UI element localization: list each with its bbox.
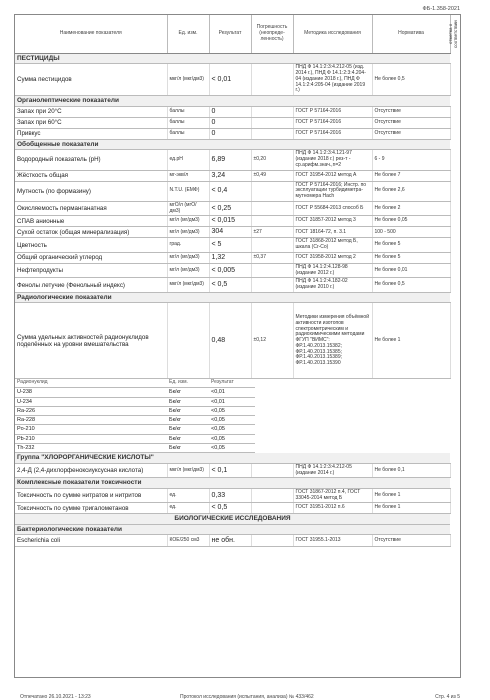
param-result: 0 [209,128,251,139]
radionuclide-nuclide: Ra-228 [15,416,167,425]
param-error [251,503,293,514]
col-error: Погрешность (неопреде-ленность) [251,15,293,54]
param-unit: мкг/л (мкг/дм3) [167,278,209,293]
param-name: Цветность [15,238,167,253]
param-name: Сумма пестицидов [15,64,167,96]
table-row [15,128,450,139]
param-norm: Не более 0,5 [372,278,450,293]
radionuclide-result: <0,01 [209,388,255,397]
param-norm: Не более 0,01 [372,263,450,278]
param-unit: мг/л (мг/дм3) [167,252,209,263]
param-error: ±0,20 [251,150,293,170]
param-norm: Не более 1 [372,503,450,514]
rad-col-result: Результат [209,379,255,387]
radionuclide-table [15,379,255,453]
param-error [251,238,293,253]
section-title: Органолептические показатели [15,96,450,106]
param-error: ±0,37 [251,252,293,263]
param-result: 0,48 [209,303,251,379]
radionuclide-row [15,434,255,443]
radionuclide-row [15,397,255,406]
radionuclide-unit: Бк/кг [167,434,209,443]
section-title: Комплексные показатели токсичности [15,478,450,488]
param-name: Фенолы летучие (Фенольный индекс) [15,278,167,293]
printed-date: Отпечатано 26.10.2021 - 13:23 [20,694,91,700]
table-row [15,535,450,547]
param-name: Жёсткость общая [15,170,167,181]
param-name: Запах при 60°С [15,117,167,128]
param-name: Сумма удельных активностей радионуклидов поделённых на уровни вмешательства [15,303,167,379]
section-title: Радиологические показатели [15,292,450,302]
param-name: Общий органический углерод [15,252,167,263]
param-method: ГОСТ 31867-2012 п.4, ГОСТ 33045-2014 метод Б [293,488,372,503]
col-name: Наименование показателя [15,15,167,54]
radionuclide-nuclide: Po-210 [15,425,167,434]
table-row [15,170,450,181]
table-row [15,263,450,278]
table-row [15,238,450,253]
param-result: < 0,1 [209,463,251,478]
radionuclide-row [15,388,255,397]
param-error: ±0,12 [251,303,293,379]
radionuclide-result: <0,01 [209,397,255,406]
radionuclide-result: <0,05 [209,406,255,415]
param-result: < 0,005 [209,263,251,278]
bacterio-section-title: Бактериологические показатели [15,524,450,534]
param-name: Токсичность по сумме тригалометанов [15,503,167,514]
param-method: ГОСТ 31955.1-2013 [293,535,372,547]
radionuclide-row [15,425,255,434]
radionuclide-unit: Бк/кг [167,406,209,415]
param-name: Мутность (по формазину) [15,181,167,201]
radionuclide-unit: Бк/кг [167,425,209,434]
radionuclide-nuclide: U-238 [15,388,167,397]
radionuclide-unit: Бк/кг [167,444,209,453]
param-result: 0 [209,117,251,128]
radionuclide-nuclide: Ra-226 [15,406,167,415]
param-result: < 5 [209,238,251,253]
param-error [251,463,293,478]
param-method: ГОСТ Р 57164-2016; Инстр. по эксплуатации турбидиметра-мутномера Hach [293,181,372,201]
radionuclide-nuclide: Pb-210 [15,434,167,443]
param-error [251,106,293,117]
param-unit: мг/л (мг/дм3) [167,263,209,278]
radionuclide-result: <0,05 [209,434,255,443]
param-error [251,128,293,139]
param-unit: мгО/л (мгО/дм3) [167,201,209,216]
col-norm: Норматива [372,15,450,54]
radionuclide-row [15,416,255,425]
param-name: 2,4-Д (2,4-дихлорфеноксиуксусная кислота) [15,463,167,478]
param-error [251,117,293,128]
param-norm: Не более 2,6 [372,181,450,201]
param-result: 0,33 [209,488,251,503]
param-name: Окисляемость перманганатная [15,201,167,216]
param-result: < 0,25 [209,201,251,216]
param-name: СПАВ анионные [15,216,167,227]
table-row [15,150,450,170]
param-name: Водородный показатель (pH) [15,150,167,170]
param-unit [167,303,209,379]
results-table [15,15,451,379]
section-title: Группа "ХЛОРОРГАНИЧЕСКИЕ КИСЛОТЫ" [15,453,450,463]
param-norm: Отсутствие [372,535,450,547]
param-norm: Не более 0,05 [372,216,450,227]
param-method: ГОСТ 18164-72, п. 3.1 [293,227,372,238]
param-unit: мкг/л (мкг/дм3) [167,64,209,96]
param-method: ГОСТ Р 57164-2016 [293,128,372,139]
param-method: ГОСТ Р 57164-2016 [293,106,372,117]
param-unit: ед. [167,488,209,503]
param-result: 6,89 [209,150,251,170]
table-row [15,252,450,263]
param-norm: 6 - 9 [372,150,450,170]
table-row [15,463,450,478]
table-row [15,488,450,503]
radionuclide-nuclide: Th-232 [15,444,167,453]
table-row [15,106,450,117]
col-result: Результат [209,15,251,54]
table-row [15,181,450,201]
table-row [15,117,450,128]
param-result: < 0,01 [209,64,251,96]
param-method: ГОСТ 31954-2012 метод А [293,170,372,181]
col-method: Методика исследования [293,15,372,54]
param-error [251,64,293,96]
rad-col-unit: Ед. изм. [167,379,209,387]
col-unit: Ед. изм. [167,15,209,54]
param-result: < 0,015 [209,216,251,227]
param-method: ПНД Ф 14.1:2:4.182-02 (издание 2010 г.) [293,278,372,293]
param-norm: Отсутствие [372,106,450,117]
param-error: ±27 [251,227,293,238]
param-unit: баллы [167,128,209,139]
param-method: ПНД Ф 14.1:2:3:4.212-05 (издание 2014 г.) [293,463,372,478]
param-result: < 0,4 [209,181,251,201]
param-name: Запах при 20°С [15,106,167,117]
results-sheet [14,14,461,678]
param-norm: Не более 2 [372,201,450,216]
table-row [15,278,450,293]
param-name: Нефтепродукты [15,263,167,278]
param-name: Сухой остаток (общая минерализация) [15,227,167,238]
param-norm: Не более 7 [372,170,450,181]
param-method: ГОСТ 31868-2012 метод Б, шкала (Cr-Co) [293,238,372,253]
param-method: ПНД Ф 14.1:2:3:4.121-97 (издание 2018 г.) рез-т - ср.арифм.знач.,n=2 [293,150,372,170]
param-error [251,181,293,201]
param-norm: Отсутствие [372,117,450,128]
param-method: ГОСТ 31857-2012 метод 3 [293,216,372,227]
table-row [15,303,450,379]
table-row [15,64,450,96]
param-error: ±0,49 [251,170,293,181]
table-row [15,216,450,227]
param-error [251,488,293,503]
document-id: ФБ-1.358-2021 [422,6,460,12]
section-title: Обобщенные показатели [15,139,450,149]
param-method: ГОСТ Р 55684-2013 способ Б [293,201,372,216]
param-error [251,216,293,227]
param-result: 0 [209,106,251,117]
radionuclide-unit: Бк/кг [167,388,209,397]
param-result: < 0,5 [209,503,251,514]
param-norm: 100 - 500 [372,227,450,238]
param-method: ГОСТ Р 57164-2016 [293,117,372,128]
param-norm: Не более 1 [372,303,450,379]
param-unit: мг-экв/л [167,170,209,181]
param-method: ПНД Ф 14.1:2:3:4.212-05 (изд. 2014 г.), ПНД Ф 14.1:2:3:4.204-04 (издание 2018 г.), ПНД Ф 14.1:2:4:205-04 (издание 2019 г.) [293,64,372,96]
param-name: Токсичность по сумме нитратов и нитритов [15,488,167,503]
param-error [251,201,293,216]
radionuclide-result: <0,05 [209,416,255,425]
page-number: Стр. 4 из 5 [435,694,460,700]
param-unit: ед. [167,503,209,514]
param-method: Методики измерения объёмной активности изотопов спектрометрическим и радиохимическими методами ФГУП "ВИМС": ФР.1.40.2013.15382; ФР.1.40.2013.15385; ФР.1.40.2013.15389; ФР.1.40.2013.15390 [293,303,372,379]
param-result: 3,24 [209,170,251,181]
table-row [15,201,450,216]
compliance-column-header: отметка о соответствии [448,15,461,53]
radionuclide-unit: Бк/кг [167,416,209,425]
param-norm: Не более 0,5 [372,64,450,96]
param-norm: Не более 1 [372,488,450,503]
param-method: ПНД Ф 14.1:2:4.128-98 (издание 2012 г.) [293,263,372,278]
param-result: 304 [209,227,251,238]
param-unit: баллы [167,106,209,117]
param-unit: мг/л (мг/дм3) [167,216,209,227]
results-table-2 [15,453,451,547]
param-norm: Не более 5 [372,238,450,253]
param-result: 1,32 [209,252,251,263]
section-title: ПЕСТИЦИДЫ [15,54,450,64]
radionuclide-nuclide: U-234 [15,397,167,406]
param-error [251,278,293,293]
param-norm: Не более 0,1 [372,463,450,478]
radionuclide-row [15,406,255,415]
param-unit: КОЕ/250 см3 [167,535,209,547]
protocol-ref: Протокол исследования (испытания, анализа) № 433/462 [180,694,314,700]
table-row [15,503,450,514]
radionuclide-result: <0,05 [209,444,255,453]
param-norm: Не более 5 [372,252,450,263]
param-method: ГОСТ 31958-2012 метод 2 [293,252,372,263]
param-unit: ед.рН [167,150,209,170]
param-result: < 0,5 [209,278,251,293]
param-error [251,263,293,278]
param-name: Escherichia coli [15,535,167,547]
radionuclide-result: <0,05 [209,425,255,434]
param-unit: N.T.U. (ЕМФ) [167,181,209,201]
radionuclide-unit: Бк/кг [167,397,209,406]
table-row [15,227,450,238]
param-result: не обн. [209,535,251,547]
param-unit: град. [167,238,209,253]
param-norm: Отсутствие [372,128,450,139]
param-method: ГОСТ 31951-2012 п.6 [293,503,372,514]
param-name: Привкус [15,128,167,139]
param-unit: мкг/л (мкг/дм3) [167,463,209,478]
bio-section-title: БИОЛОГИЧЕСКИЕ ИССЛЕДОВАНИЯ [15,514,450,524]
rad-col-nuclide: Радионуклид [15,379,167,387]
radionuclide-row [15,444,255,453]
param-unit: баллы [167,117,209,128]
param-unit: мг/л (мг/дм3) [167,227,209,238]
